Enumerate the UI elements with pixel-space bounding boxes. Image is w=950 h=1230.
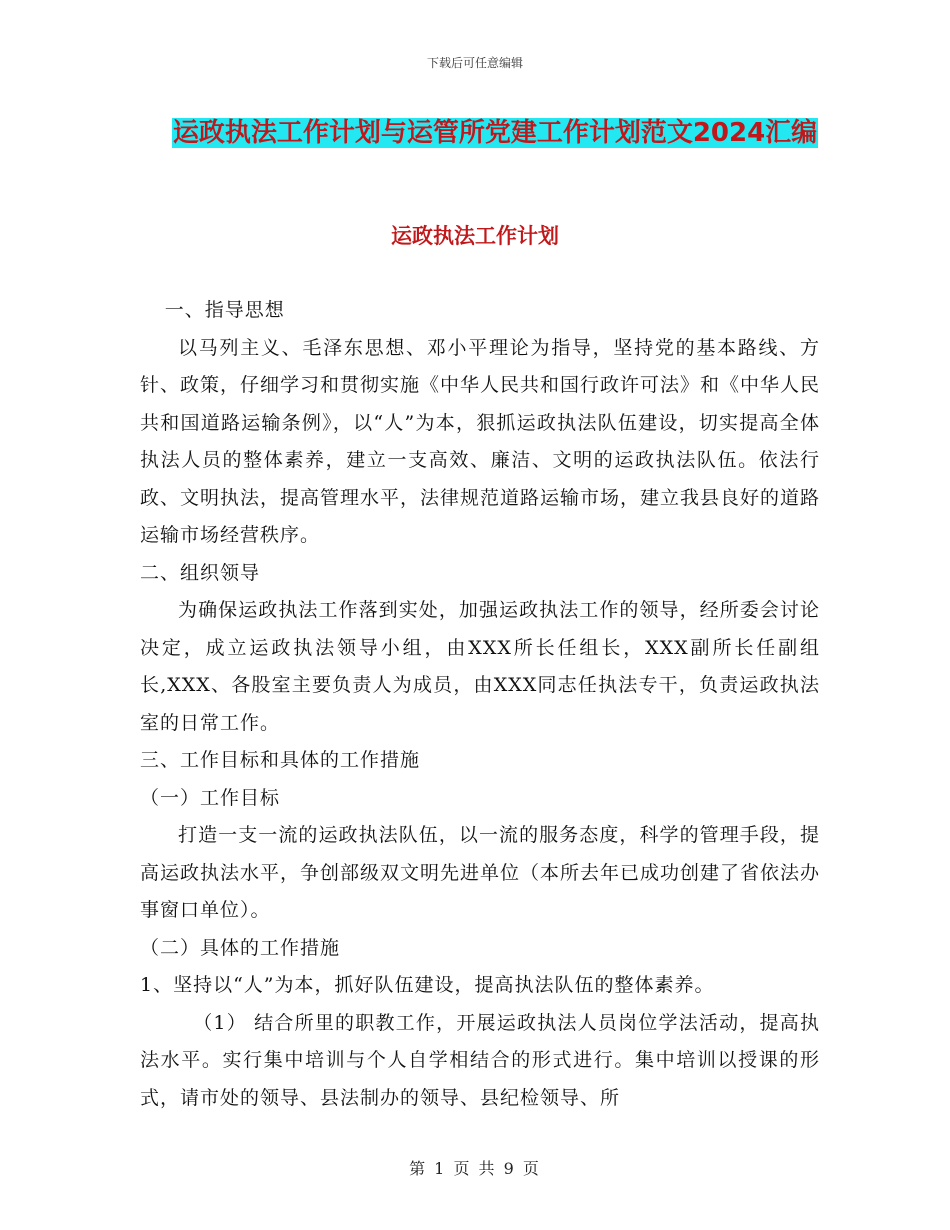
- section-heading: 运政执法工作计划: [391, 224, 559, 248]
- measure-item-1: 1、坚持以“人”为本，抓好队伍建设，提高执法队伍的整体素养。: [140, 974, 715, 996]
- document-title: [140, 110, 850, 156]
- paragraph-guiding-ideology: 以马列主义、毛泽东思想、邓小平理论为指导，坚持党的基本路线、方针、政策，仔细学习和贯彻实施《中华人民共和国行政许可法》和《中华人民共和国道路运输条例》，以“人”为本，狠抓运政执法队伍建设，切实提高全体执法人员的整体素养，建立一支高效、廉洁、文明的运政执法队伍。依法行政、文明执法，提高管理水平，法律规范道路运输市场，建立我县良好的道路运输市场经营秩序。: [140, 336, 821, 546]
- header-note: 下载后可任意编辑: [426, 56, 523, 70]
- document-title-text: 运政执法工作计划与运管所党建工作计划范文2024汇编: [172, 118, 818, 148]
- measure-item-1-1: （1） 结合所里的职教工作，开展运政执法人员岗位学法活动，提高执法水平。实行集中培训与个人自学相结合的形式进行。集中培训以授课的形式，请市处的领导、县法制办的领导、县纪检领导、所: [140, 1011, 820, 1109]
- heading-guiding-ideology: 一、指导思想: [164, 299, 285, 321]
- heading-organization: 二、组织领导: [140, 561, 261, 584]
- heading-goals-measures: 三、工作目标和具体的工作措施: [140, 749, 421, 771]
- document-body: [140, 292, 820, 1117]
- paragraph-organization: 为确保运政执法工作落到实处，加强运政执法工作的领导，经所委会讨论决定，成立运政执法领导小组，由XXX所长任组长，XXX副所长任副组长,XXX、各股室主要负责人为成员，由XXX同志任执法专干，负责运政执法室的日常工作。: [140, 599, 820, 734]
- page-footer: 第 1 页 共 9 页: [409, 1159, 541, 1178]
- paragraph-goals: 打造一支一流的运政执法队伍，以一流的服务态度，科学的管理手段，提高运政执法水平，争创部级双文明先进单位（本所去年已成功创建了省依法办事窗口单位）。: [140, 824, 821, 921]
- subheading-measures: （二）具体的工作措施: [140, 936, 341, 959]
- subheading-goals: （一）工作目标: [140, 786, 281, 809]
